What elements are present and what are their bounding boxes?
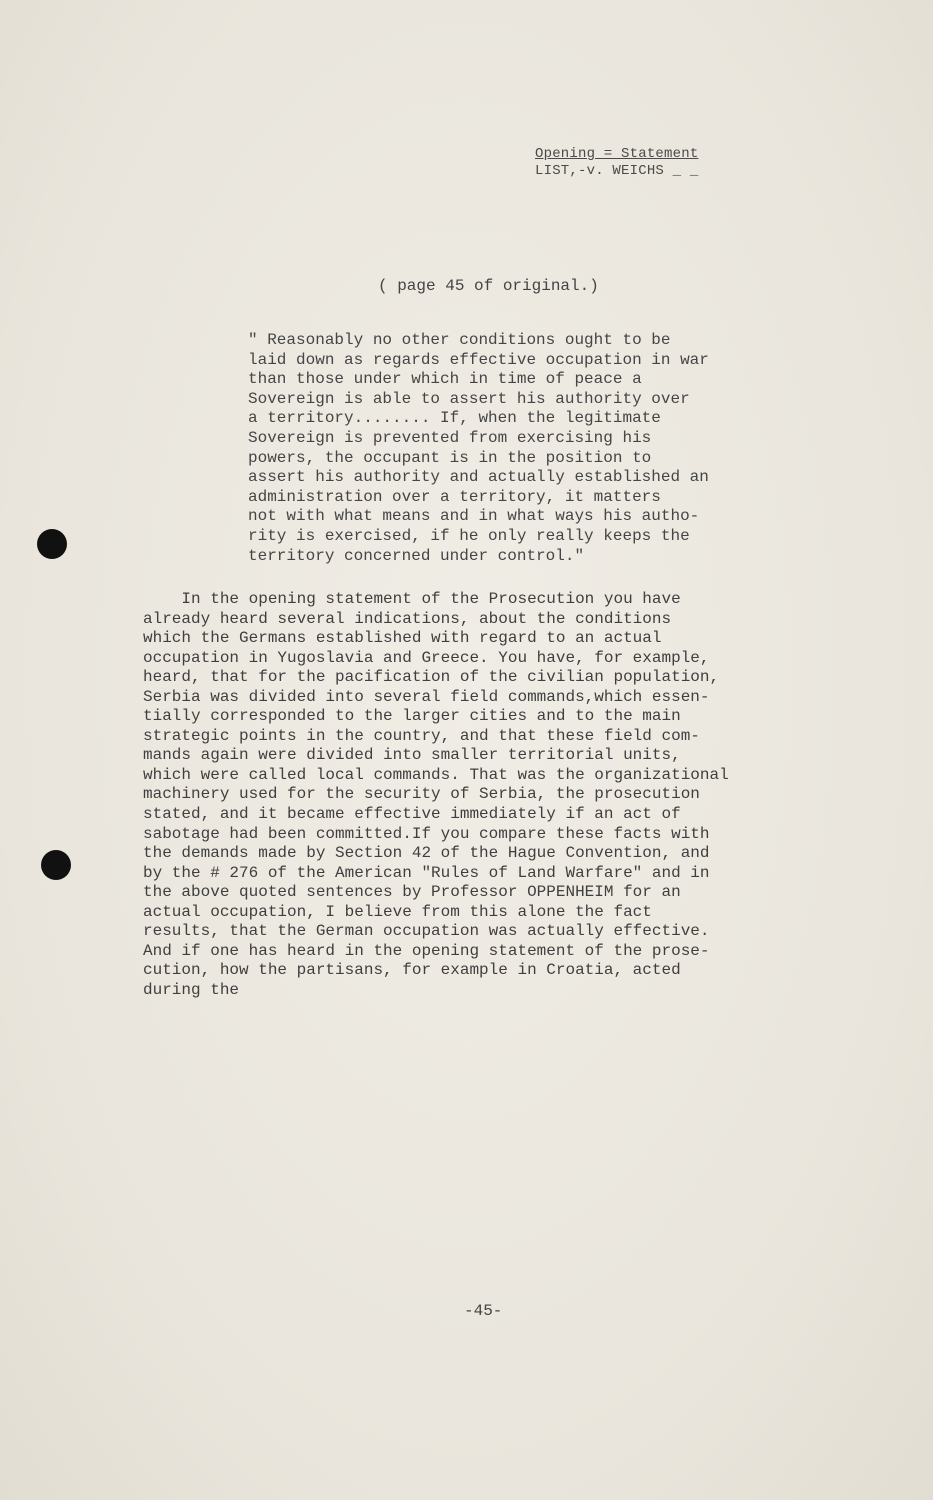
body-line: actual occupation, I believe from this alone the fact [143, 902, 652, 921]
quote-line: administration over a territory, it matters [248, 487, 661, 506]
page-reference: ( page 45 of original.) [378, 277, 599, 295]
body-line: the above quoted sentences by Professor OPPENHEIM for an [143, 883, 681, 902]
quote-line: rity is exercised, if he only really keeps the [248, 526, 690, 545]
body-line: heard, that for the pacification of the civilian population, [143, 668, 720, 687]
body-line: occupation in Yugoslavia and Greece. You have, for example, [143, 648, 710, 667]
quote-line: territory concerned under control." [248, 546, 585, 565]
quote-line: not with what means and in what ways his autho- [248, 507, 700, 526]
quote-line: " Reasonably no other conditions ought to be [248, 331, 671, 349]
body-line: which the Germans established with regard to an actual [143, 629, 662, 648]
body-paragraph [143, 590, 729, 1000]
body-line: during the [143, 980, 240, 999]
body-line: cution, how the partisans, for example in Croatia, acted [143, 961, 681, 980]
body-line: mands again were divided into smaller territorial units, [143, 746, 681, 765]
body-line: In the opening statement of the Prosecution you have [143, 590, 681, 608]
punch-hole [37, 529, 67, 559]
punch-hole [41, 850, 71, 880]
document-header [535, 146, 698, 180]
quote-line: Sovereign is prevented from exercising his [248, 428, 652, 447]
body-line: results, that the German occupation was actually effective. [143, 922, 710, 941]
body-line: by the # 276 of the American "Rules of Land Warfare" and in [143, 863, 710, 882]
quote-line: assert his authority and actually established an [248, 468, 709, 487]
body-line: which were called local commands. That was the organizational [143, 765, 729, 784]
body-line: And if one has heard in the opening statement of the prose- [143, 941, 710, 960]
quote-line: laid down as regards effective occupation in war [248, 350, 709, 369]
body-line: Serbia was divided into several field commands,which essen- [143, 687, 710, 706]
body-line: the demands made by Section 42 of the Hague Convention, and [143, 844, 710, 863]
quote-line: Sovereign is able to assert his authority over [248, 389, 690, 408]
quoted-passage [248, 331, 709, 566]
body-line: already heard several indications, about the conditions [143, 609, 672, 628]
header-line-1: Opening = Statement [535, 146, 699, 162]
body-line: machinery used for the security of Serbia, the prosecution [143, 785, 700, 804]
header-line-2: LIST,-v. WEICHS _ _ [535, 163, 699, 179]
body-line: stated, and it became effective immediately if an act of [143, 805, 681, 824]
body-line: tially corresponded to the larger cities and to the main [143, 707, 681, 726]
body-line: strategic points in the country, and that these field com- [143, 726, 700, 745]
quote-line: than those under which in time of peace a [248, 370, 642, 389]
quote-line: a territory........ If, when the legitimate [248, 409, 661, 428]
page-number: -45- [464, 1302, 503, 1320]
body-line: sabotage had been committed.If you compare these facts with [143, 824, 710, 843]
quote-line: powers, the occupant is in the position to [248, 448, 652, 467]
